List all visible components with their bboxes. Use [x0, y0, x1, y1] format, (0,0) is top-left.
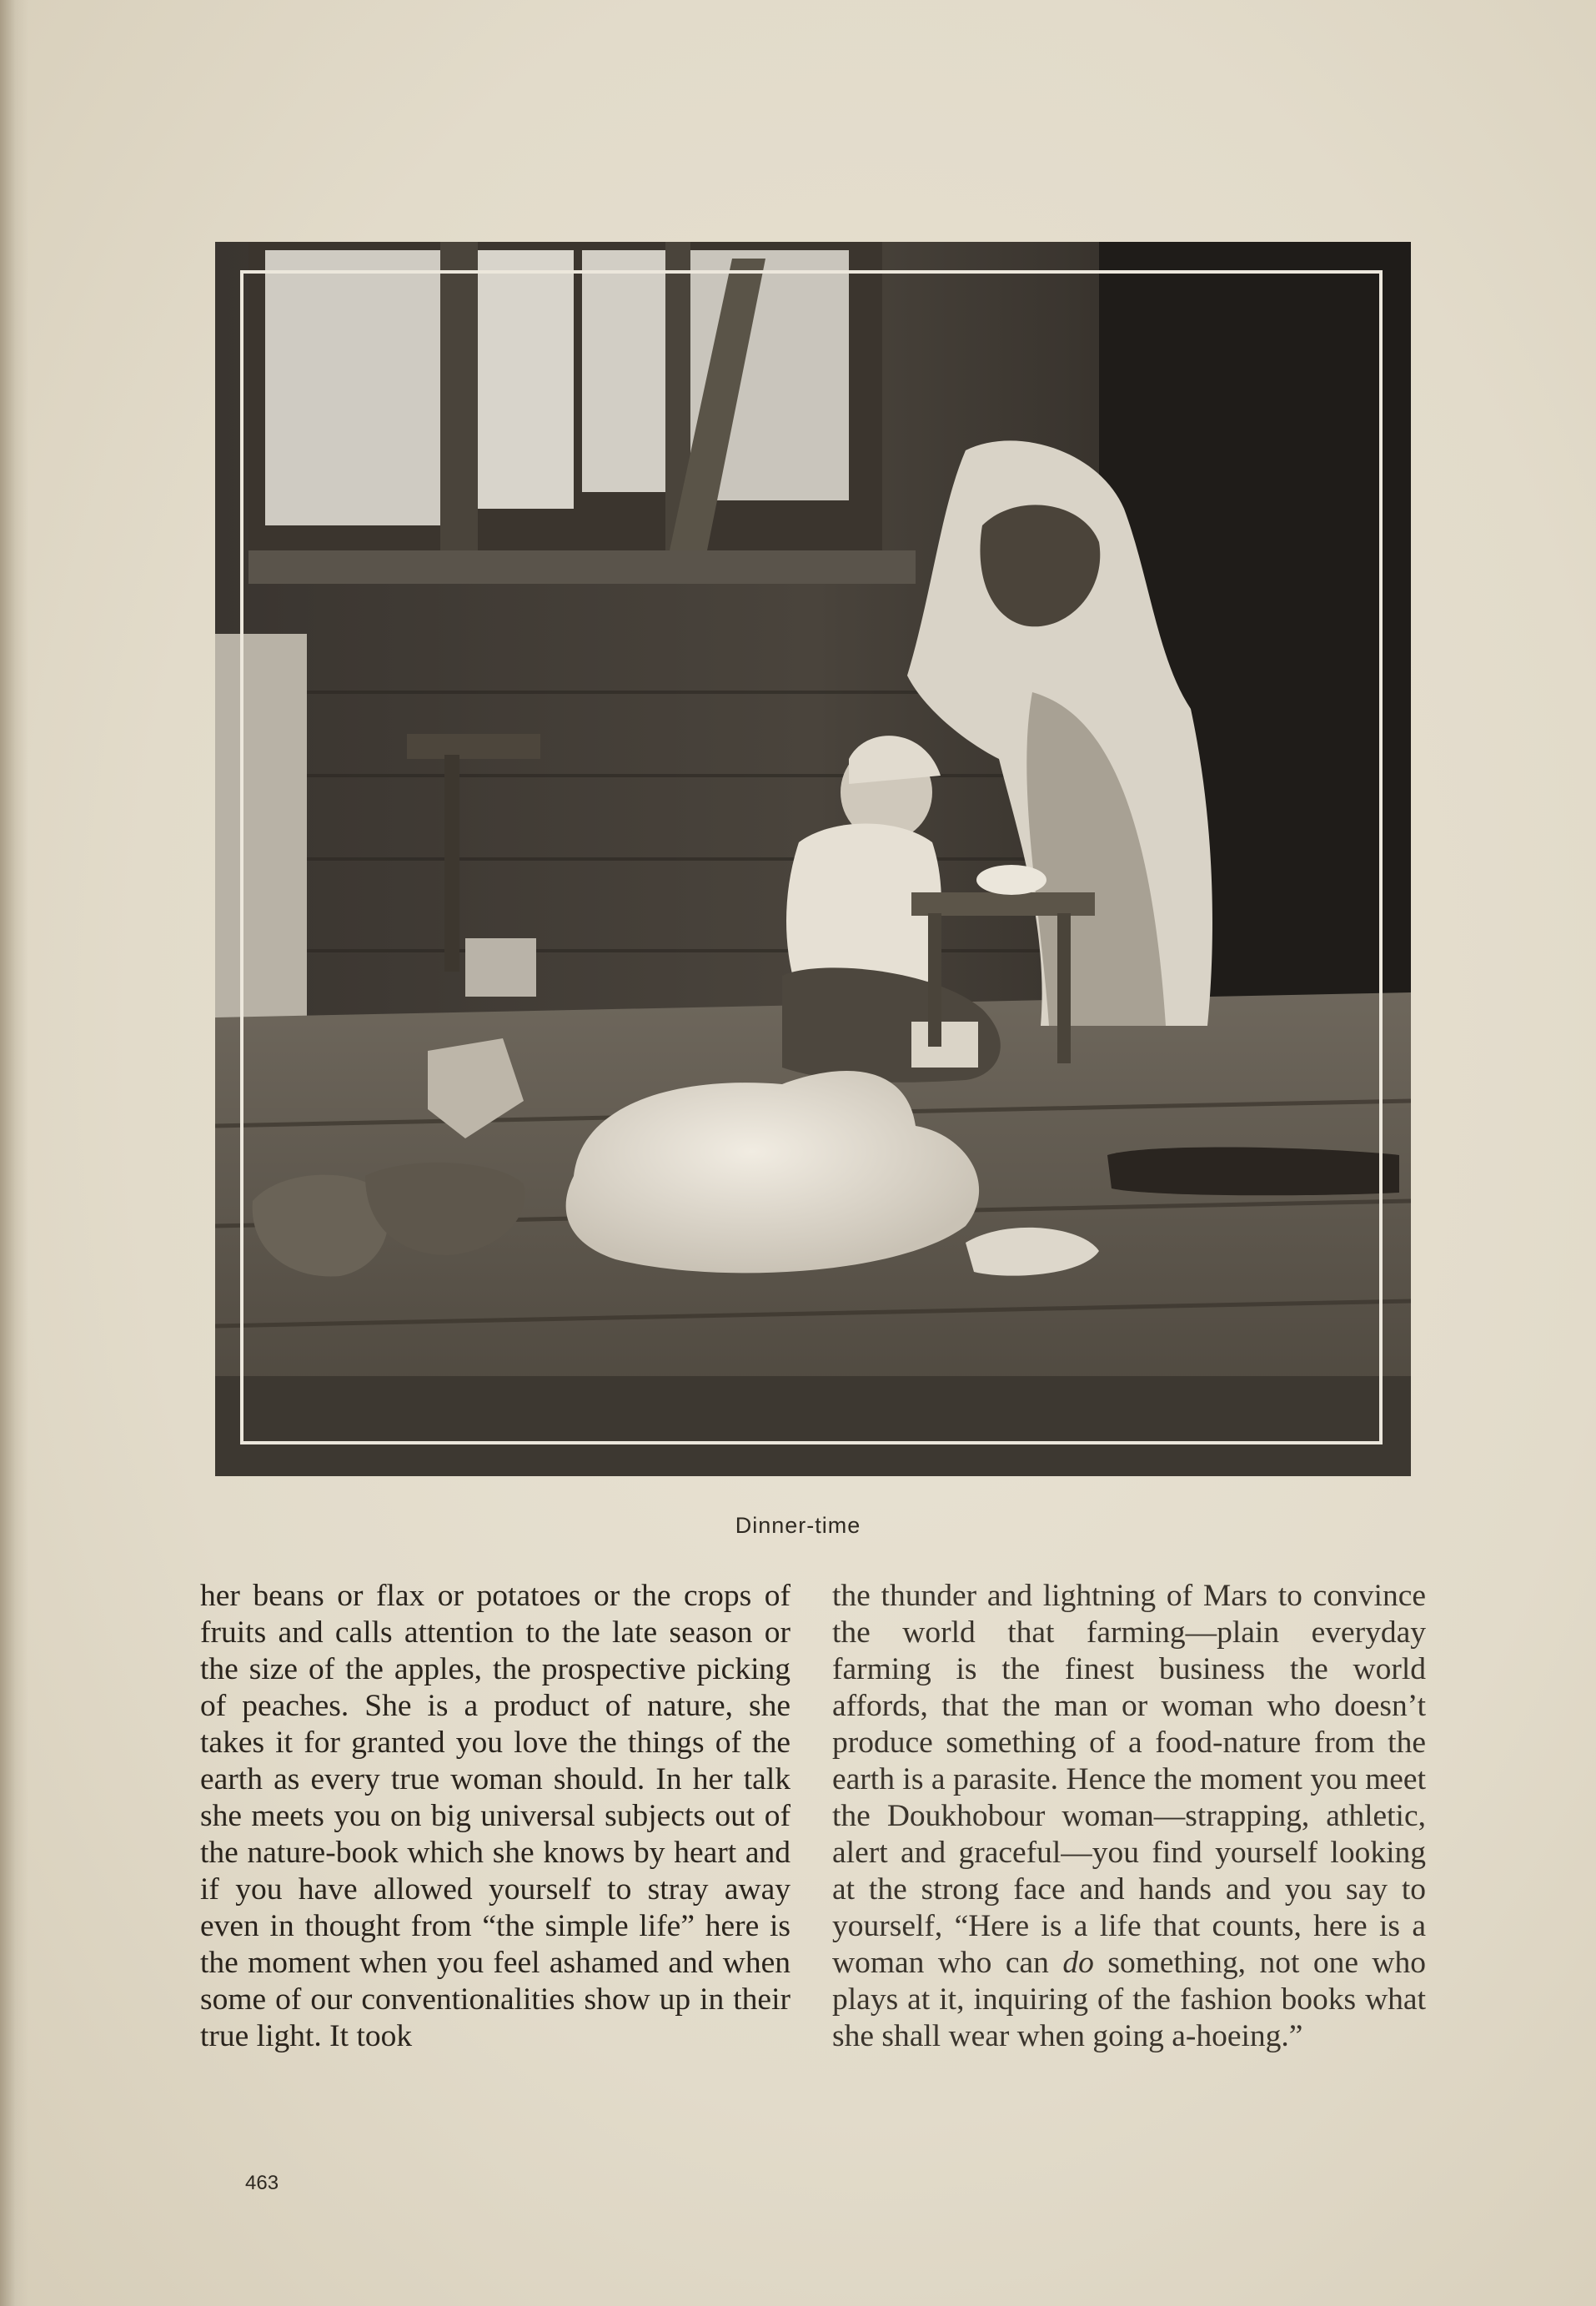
page-number: 463	[245, 2172, 279, 2194]
text-run: the thunder and lightning of Mars to convince the world that farming—plain everyday farming is the finest business the world affords, that the man or woman who doesn’t produce something of a food-nature from the earth is a parasite. Hence the moment you meet the Doukhobour woman—strapping, athletic, alert and graceful—you find yourself looking at the strong face and hands and you say to yourself, “Here is a life that counts, here is a woman who can	[832, 1579, 1426, 1980]
text-column-left	[200, 1578, 790, 2055]
figure-caption: Dinner-time	[735, 1513, 861, 1538]
emphasized-word: do	[1062, 1946, 1094, 1980]
paragraph-right	[832, 1578, 1426, 2055]
photo-illustration	[215, 242, 1411, 1476]
text-run: something, not one who plays at it, inquiring of the fashion books what she shall wear when going a-hoeing.”	[832, 1946, 1427, 2053]
text-column-right	[832, 1578, 1426, 2055]
paragraph-left: her beans or flax or potatoes or the crops of fruits and calls attention to the late season or the size of the apples, the prospective picking of peaches. She is a product of nature, she takes it for granted you love the things of the earth as every true woman should. In her talk she meets you on big universal subjects out of the nature-book which she knows by heart and if you have allowed yourself to stray away even in thought from “the simple life” here is the moment when you feel ashamed and when some of our conventionalities show up in their true light. It took	[200, 1579, 790, 2053]
photograph	[215, 242, 1411, 1476]
spine-shadow	[0, 0, 28, 2306]
